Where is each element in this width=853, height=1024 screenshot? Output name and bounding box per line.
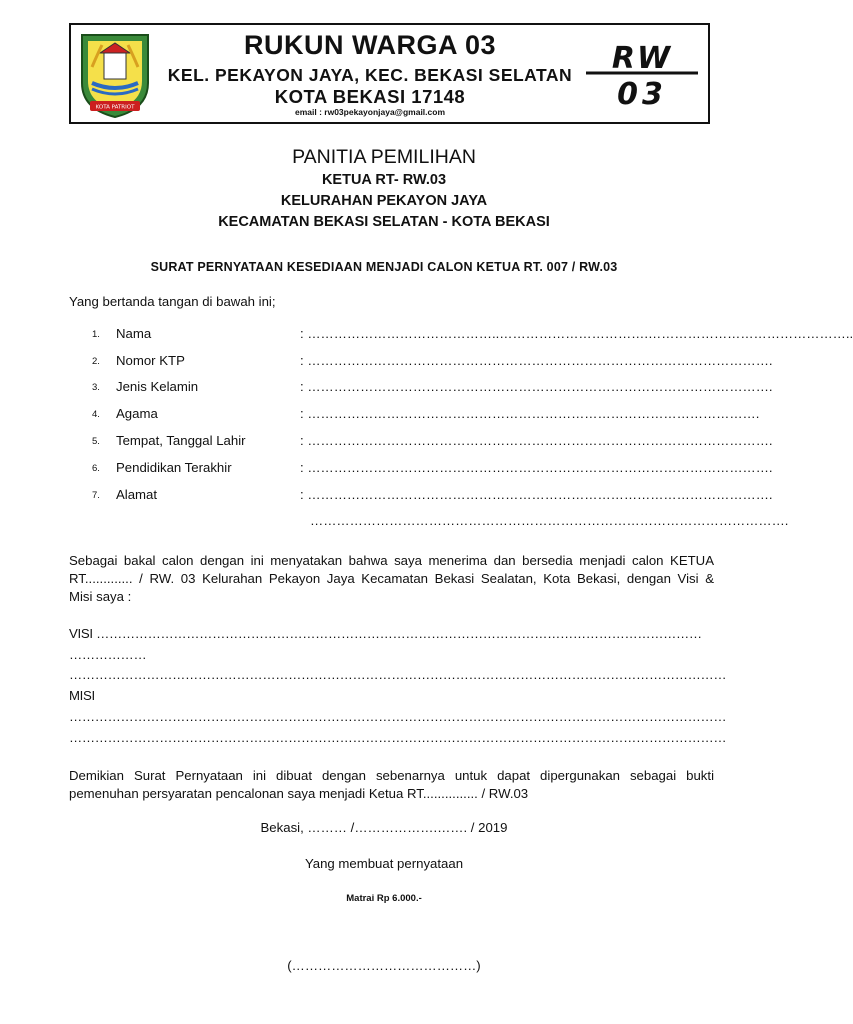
- field-dots-nomor-ktp: : …………………………………………………………………………………………….: [300, 353, 773, 368]
- stamp-label: Matrai Rp 6.000.-: [346, 893, 422, 904]
- intro-text: Yang bertanda tangan di bawah ini;: [69, 294, 276, 309]
- signature-maker: Yang membuat pernyataan: [304, 856, 464, 871]
- field-label-jenis-kelamin: Jenis Kelamin: [116, 379, 199, 394]
- address-continuation-dots: ……………………………………………………………………………………………….: [310, 513, 789, 528]
- field-dots-jenis-kelamin: : …………………………………………………………………………………………….: [300, 379, 773, 394]
- subtitle-1: KETUA RT- RW.03: [321, 172, 447, 188]
- field-dots-pendidikan-terakhir: : …………………………………………………………………………………………….: [300, 460, 773, 475]
- field-number: 3.: [92, 382, 100, 393]
- closing-paragraph: [69, 767, 714, 803]
- field-dots-alamat: : …………………………………………………………………………………………….: [300, 487, 773, 502]
- misi-line-2: ………………………………………………………………………………………………………………………………………: [69, 730, 727, 745]
- statement-line-1: Sebagai bakal calon dengan ini menyatakan bahwa saya menerima dan bersedia menjadi calon KETUA: [69, 553, 714, 568]
- document-subject: SURAT PERNYATAAN KESEDIAAN MENJADI CALON KETUA RT. 007 / RW.03: [150, 260, 618, 274]
- closing-line-1: Demikian Surat Pernyataan ini dibuat dengan sebenarnya untuk dapat dipergunakan sebagai bukti: [69, 768, 714, 783]
- field-number: 5.: [92, 436, 100, 447]
- field-number: 2.: [92, 356, 100, 367]
- field-label-alamat: Alamat: [116, 487, 158, 502]
- rw-logo-bottom-text: 03: [617, 77, 667, 112]
- visi-line: VISI ……………………………………………………………………………………………………………………………: [69, 626, 702, 641]
- field-label-agama: Agama: [116, 406, 158, 421]
- rw-03-logo-icon: [586, 40, 698, 110]
- field-label-nama: Nama: [116, 326, 152, 341]
- field-label-nomor-ktp: Nomor KTP: [116, 353, 185, 368]
- field-number: 4.: [92, 409, 100, 420]
- rw-logo-top-text: RW: [611, 41, 673, 76]
- signature-date: Bekasi, ……… /……………….……. / 2019: [260, 820, 508, 835]
- page-title: PANITIA PEMILIHAN: [292, 146, 476, 168]
- field-number: 6.: [92, 463, 100, 474]
- statement-line-3: Misi saya :: [69, 589, 132, 604]
- statement-line-2: RT............. / RW. 03 Kelurahan Pekayon Jaya Kecamatan Bekasi Sealatan, Kota Bekasi, dengan Visi &: [69, 571, 714, 586]
- signature-name-line: (……………………………………): [287, 958, 481, 973]
- org-city: KOTA BEKASI 17148: [274, 86, 466, 107]
- field-dots-agama: : ………………………………………………………………………………………….: [300, 406, 760, 421]
- org-name: RUKUN WARGA 03: [243, 30, 497, 60]
- org-email: email : rw03pekayonjaya@gmail.com: [294, 107, 446, 117]
- field-dots-nama: : ……………………………………..…………………………….………………………………………..: [300, 326, 853, 341]
- statement-paragraph: [69, 552, 714, 606]
- misi-label: MISI: [69, 688, 95, 703]
- subtitle-2: KELURAHAN PEKAYON JAYA: [280, 193, 488, 209]
- field-label-pendidikan-terakhir: Pendidikan Terakhir: [116, 460, 232, 475]
- field-number: 7.: [92, 490, 100, 501]
- closing-line-2: pemenuhan persyaratan pencalonan saya menjadi Ketua RT............... / RW.03: [69, 786, 529, 801]
- field-label-tempat-tanggal-lahir: Tempat, Tanggal Lahir: [116, 433, 246, 448]
- city-emblem-icon: [78, 31, 152, 119]
- field-number: 1.: [92, 329, 100, 340]
- misi-line-1: ………………………………………………………………………………………………………………………………………: [69, 709, 727, 724]
- subtitle-3: KECAMATAN BEKASI SELATAN - KOTA BEKASI: [218, 214, 550, 230]
- emblem-ribbon-text: KOTA PATRIOT: [95, 104, 135, 111]
- org-address: KEL. PEKAYON JAYA, KEC. BEKASI SELATAN: [167, 65, 573, 85]
- visi-line-2: ………………: [69, 647, 147, 662]
- field-dots-tempat-tanggal-lahir: : …………………………………………………………………………………………….: [300, 433, 773, 448]
- visi-line-3: ………………………………………………………………………………………………………………………………………: [69, 667, 727, 682]
